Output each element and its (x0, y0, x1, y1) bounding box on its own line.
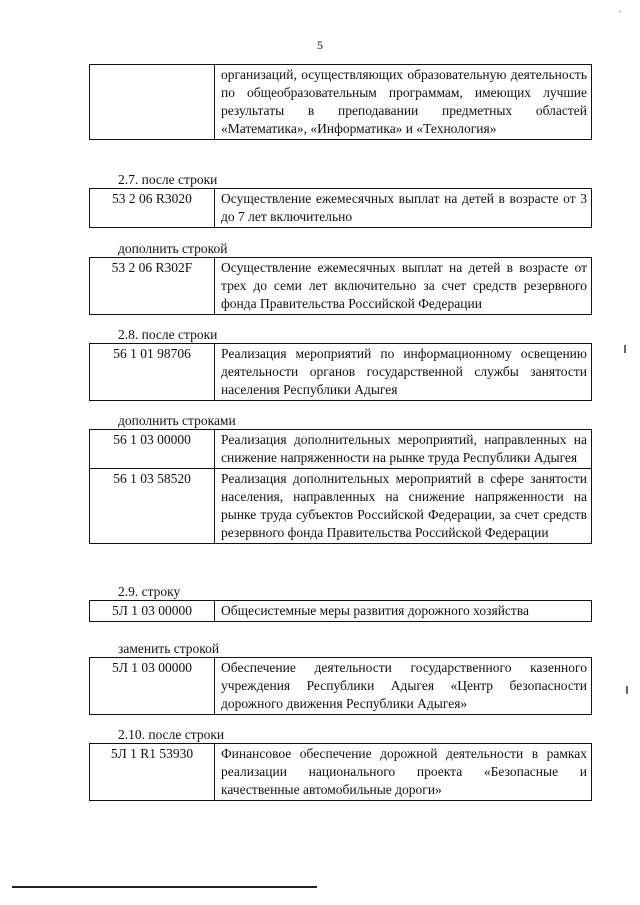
budget-description-cell: Реализация мероприятий по информационному освещению деятельности органов государственной службы занятости населения Республики Адыгея (215, 344, 592, 401)
budget-description-cell: Реализация дополнительных мероприятий в сфере занятости населения, направленных на снижение напряженности на рынке труда субъектов Российской Федерации, за счет средств резервного фонда Правительства Российской Федерации (215, 469, 592, 544)
budget-table-2-10 (89, 743, 592, 801)
add-row-label: дополнить строкой (118, 241, 228, 256)
section-2-10-label: 2.10. после строки (118, 727, 225, 742)
budget-code-cell (90, 65, 215, 140)
budget-code-cell: 56 1 03 58520 (90, 469, 215, 544)
budget-description-cell: Обеспечение деятельности государственного казенного учреждения Республики Адыгея «Центр безопасности дорожного движения Республики Адыгея» (215, 658, 592, 715)
scan-artifact (626, 686, 628, 694)
table-row (90, 430, 592, 469)
table-row (90, 601, 592, 622)
budget-table-2-8 (89, 343, 592, 401)
budget-table-2-7 (89, 188, 592, 228)
budget-description-cell: Финансовое обеспечение дорожной деятельности в рамках реализации национального проекта «Безопасные и качественные автомобильные дороги» (215, 744, 592, 801)
footer-divider (12, 886, 317, 888)
budget-code-cell: 53 2 06 R3020 (90, 189, 215, 228)
budget-code-cell: 5Л 1 03 00000 (90, 658, 215, 715)
table-row (90, 658, 592, 715)
table-row (90, 744, 592, 801)
budget-description-cell: Общесистемные меры развития дорожного хозяйства (215, 601, 592, 622)
table-row (90, 189, 592, 228)
budget-description-cell: Осуществление ежемесячных выплат на детей в возрасте от 3 до 7 лет включительно (215, 189, 592, 228)
budget-code-cell: 53 2 06 R302F (90, 258, 215, 315)
budget-description-cell: Реализация дополнительных мероприятий, направленных на снижение напряженности на рынке труда Республики Адыгея (215, 430, 592, 469)
budget-table-2-8-added (89, 429, 592, 544)
table-row (90, 65, 592, 140)
budget-table-continuation (89, 64, 592, 140)
scan-artifact (624, 345, 626, 353)
table-row (90, 469, 592, 544)
scan-artifact: ˋ (618, 8, 622, 22)
add-rows-label: дополнить строками (118, 413, 236, 428)
budget-table-2-7-added (89, 257, 592, 315)
budget-table-2-9 (89, 600, 592, 622)
budget-table-2-9-replacement (89, 657, 592, 715)
budget-description-cell: Осуществление ежемесячных выплат на детей в возрасте от трех до семи лет включительно за счет средств резервного фонда Правительства Российской Федерации (215, 258, 592, 315)
replace-row-label: заменить строкой (118, 641, 220, 656)
budget-code-cell: 5Л 1 03 00000 (90, 601, 215, 622)
section-2-7-label: 2.7. после строки (118, 172, 218, 187)
page-number: 5 (317, 38, 323, 52)
table-row (90, 344, 592, 401)
section-2-9-label: 2.9. строку (118, 584, 181, 599)
budget-code-cell: 56 1 03 00000 (90, 430, 215, 469)
section-2-8-label: 2.8. после строки (118, 327, 218, 342)
budget-description-cell: организаций, осуществляющих образовательную деятельность по общеобразовательным программам, имеющих лучшие результаты в преподавании предметных областей «Математика», «Информатика» и «Технология» (215, 65, 592, 140)
table-row (90, 258, 592, 315)
budget-code-cell: 56 1 01 98706 (90, 344, 215, 401)
budget-code-cell: 5Л 1 R1 53930 (90, 744, 215, 801)
